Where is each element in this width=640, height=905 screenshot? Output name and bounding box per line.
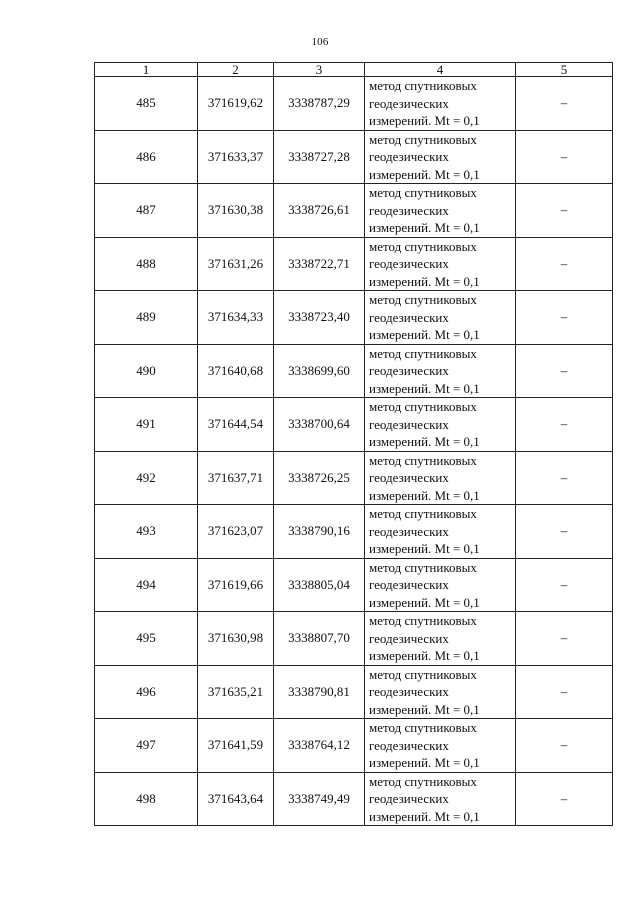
method-line: измерений. Mt = 0,1 bbox=[369, 327, 480, 342]
header-col-2: 2 bbox=[198, 63, 274, 77]
table-row bbox=[95, 130, 613, 184]
point-number-cell: 497 bbox=[95, 719, 198, 773]
x-coordinate-cell: 371630,98 bbox=[198, 612, 274, 666]
method-line: геодезических bbox=[369, 684, 449, 699]
y-coordinate-cell: 3338790,81 bbox=[274, 665, 365, 719]
method-cell bbox=[365, 719, 516, 773]
method-line: геодезических bbox=[369, 309, 449, 325]
method-cell bbox=[365, 184, 516, 238]
table-row bbox=[95, 772, 613, 826]
table-row bbox=[95, 719, 613, 773]
method-line: метод спутниковых bbox=[369, 131, 477, 147]
x-coordinate-cell: 371643,64 bbox=[198, 772, 274, 826]
method-line: метод спутниковых bbox=[369, 292, 477, 307]
point-number-cell: 492 bbox=[95, 451, 198, 505]
note-cell: – bbox=[516, 772, 613, 826]
method-line: геодезических bbox=[369, 202, 449, 218]
x-coordinate-cell: 371631,26 bbox=[198, 237, 274, 291]
method-line: геодезических bbox=[369, 523, 449, 539]
x-coordinate-cell: 371644,54 bbox=[198, 398, 274, 452]
note-cell: – bbox=[516, 237, 613, 291]
method-line: метод спутниковых bbox=[369, 238, 477, 254]
note-cell: – bbox=[516, 398, 613, 452]
x-coordinate-cell: 371641,59 bbox=[198, 719, 274, 773]
y-coordinate-cell: 3338807,70 bbox=[274, 612, 365, 666]
y-coordinate-cell: 3338699,60 bbox=[274, 344, 365, 398]
y-coordinate-cell: 3338805,04 bbox=[274, 558, 365, 612]
header-col-4: 4 bbox=[365, 63, 516, 77]
point-number-cell: 489 bbox=[95, 291, 198, 345]
table-row bbox=[95, 291, 613, 345]
table-row bbox=[95, 344, 613, 398]
x-coordinate-cell: 371634,33 bbox=[198, 291, 274, 345]
point-number-cell: 498 bbox=[95, 772, 198, 826]
method-cell bbox=[365, 237, 516, 291]
method-line: измерений. Mt = 0,1 bbox=[369, 434, 480, 449]
method-line: геодезических bbox=[369, 363, 449, 378]
method-line: измерений. Mt = 0,1 bbox=[369, 701, 480, 717]
table-row bbox=[95, 184, 613, 238]
table-row bbox=[95, 612, 613, 666]
note-cell: – bbox=[516, 505, 613, 559]
table-row bbox=[95, 558, 613, 612]
note-cell: – bbox=[516, 558, 613, 612]
method-line: измерений. Mt = 0,1 bbox=[369, 594, 480, 610]
header-col-1: 1 bbox=[95, 63, 198, 77]
method-line: измерений. Mt = 0,1 bbox=[369, 541, 480, 556]
method-cell bbox=[365, 344, 516, 398]
table-row bbox=[95, 451, 613, 505]
x-coordinate-cell: 371630,38 bbox=[198, 184, 274, 238]
method-line: геодезических bbox=[369, 630, 449, 646]
method-cell bbox=[365, 612, 516, 666]
method-line: геодезических bbox=[369, 149, 449, 164]
method-line: измерений. Mt = 0,1 bbox=[369, 273, 480, 289]
y-coordinate-cell: 3338700,64 bbox=[274, 398, 365, 452]
method-line: метод спутниковых bbox=[369, 185, 477, 200]
point-number-cell: 490 bbox=[95, 344, 198, 398]
point-number-cell: 496 bbox=[95, 665, 198, 719]
method-line: измерений. Mt = 0,1 bbox=[369, 113, 480, 128]
point-number-cell: 495 bbox=[95, 612, 198, 666]
method-cell bbox=[365, 130, 516, 184]
method-line: измерений. Mt = 0,1 bbox=[369, 166, 480, 182]
point-number-cell: 488 bbox=[95, 237, 198, 291]
note-cell: – bbox=[516, 344, 613, 398]
method-cell bbox=[365, 77, 516, 131]
coordinates-table bbox=[94, 62, 613, 826]
method-line: измерений. Mt = 0,1 bbox=[369, 380, 480, 396]
method-cell bbox=[365, 665, 516, 719]
x-coordinate-cell: 371623,07 bbox=[198, 505, 274, 559]
point-number-cell: 493 bbox=[95, 505, 198, 559]
y-coordinate-cell: 3338790,16 bbox=[274, 505, 365, 559]
table-row bbox=[95, 665, 613, 719]
table-row bbox=[95, 398, 613, 452]
method-cell bbox=[365, 398, 516, 452]
y-coordinate-cell: 3338787,29 bbox=[274, 77, 365, 131]
note-cell: – bbox=[516, 130, 613, 184]
y-coordinate-cell: 3338764,12 bbox=[274, 719, 365, 773]
point-number-cell: 491 bbox=[95, 398, 198, 452]
note-cell: – bbox=[516, 665, 613, 719]
method-cell bbox=[365, 772, 516, 826]
method-line: геодезических bbox=[369, 577, 449, 592]
y-coordinate-cell: 3338727,28 bbox=[274, 130, 365, 184]
point-number-cell: 486 bbox=[95, 130, 198, 184]
method-line: геодезических bbox=[369, 95, 449, 111]
note-cell: – bbox=[516, 77, 613, 131]
x-coordinate-cell: 371619,62 bbox=[198, 77, 274, 131]
note-cell: – bbox=[516, 612, 613, 666]
table-header bbox=[95, 63, 613, 77]
method-cell bbox=[365, 291, 516, 345]
method-line: метод спутниковых bbox=[369, 78, 477, 93]
method-line: метод спутниковых bbox=[369, 506, 477, 521]
method-line: измерений. Mt = 0,1 bbox=[369, 755, 480, 770]
method-line: измерений. Mt = 0,1 bbox=[369, 220, 480, 235]
method-line: геодезических bbox=[369, 737, 449, 753]
method-line: метод спутниковых bbox=[369, 773, 477, 789]
method-cell bbox=[365, 505, 516, 559]
method-line: геодезических bbox=[369, 256, 449, 271]
y-coordinate-cell: 3338726,25 bbox=[274, 451, 365, 505]
method-line: геодезических bbox=[369, 416, 449, 432]
table-body bbox=[95, 77, 613, 826]
method-line: геодезических bbox=[369, 791, 449, 806]
x-coordinate-cell: 371635,21 bbox=[198, 665, 274, 719]
y-coordinate-cell: 3338722,71 bbox=[274, 237, 365, 291]
note-cell: – bbox=[516, 451, 613, 505]
method-line: метод спутниковых bbox=[369, 613, 477, 628]
x-coordinate-cell: 371633,37 bbox=[198, 130, 274, 184]
method-line: измерений. Mt = 0,1 bbox=[369, 648, 480, 663]
x-coordinate-cell: 371637,71 bbox=[198, 451, 274, 505]
method-line: метод спутниковых bbox=[369, 666, 477, 682]
table-row bbox=[95, 77, 613, 131]
note-cell: – bbox=[516, 291, 613, 345]
method-line: метод спутниковых bbox=[369, 452, 477, 468]
note-cell: – bbox=[516, 719, 613, 773]
point-number-cell: 494 bbox=[95, 558, 198, 612]
y-coordinate-cell: 3338726,61 bbox=[274, 184, 365, 238]
method-cell bbox=[365, 451, 516, 505]
method-line: геодезических bbox=[369, 470, 449, 485]
table-row bbox=[95, 505, 613, 559]
note-cell: – bbox=[516, 184, 613, 238]
y-coordinate-cell: 3338723,40 bbox=[274, 291, 365, 345]
method-line: метод спутниковых bbox=[369, 559, 477, 575]
method-line: метод спутниковых bbox=[369, 720, 477, 735]
point-number-cell: 487 bbox=[95, 184, 198, 238]
y-coordinate-cell: 3338749,49 bbox=[274, 772, 365, 826]
point-number-cell: 485 bbox=[95, 77, 198, 131]
method-cell bbox=[365, 558, 516, 612]
header-col-5: 5 bbox=[516, 63, 613, 77]
header-row bbox=[95, 63, 613, 77]
x-coordinate-cell: 371640,68 bbox=[198, 344, 274, 398]
x-coordinate-cell: 371619,66 bbox=[198, 558, 274, 612]
method-line: измерений. Mt = 0,1 bbox=[369, 808, 480, 824]
header-col-3: 3 bbox=[274, 63, 365, 77]
method-line: метод спутниковых bbox=[369, 345, 477, 361]
method-line: метод спутниковых bbox=[369, 399, 477, 414]
method-line: измерений. Mt = 0,1 bbox=[369, 487, 480, 503]
page-number: 106 bbox=[311, 36, 329, 48]
table-row bbox=[95, 237, 613, 291]
